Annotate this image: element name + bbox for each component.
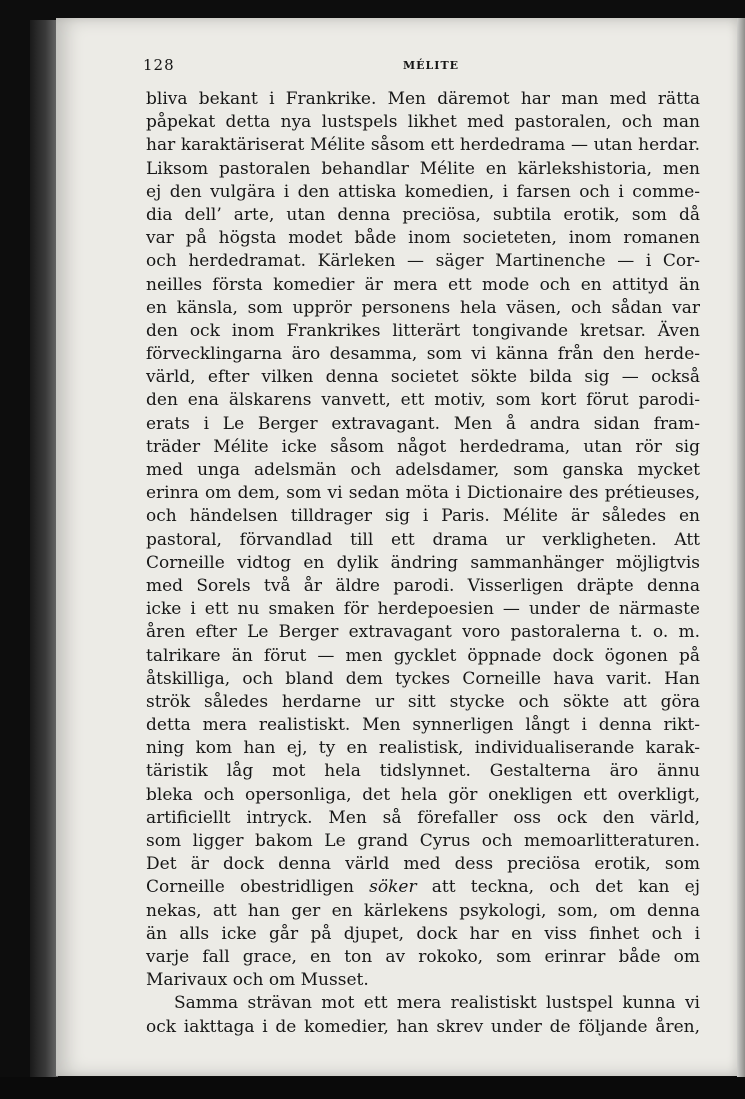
text-segment: Corneille obestridligen [146, 877, 354, 898]
text-line: en känsla, som upprör personens hela väsen, och sådan var [146, 297, 700, 318]
text-line: erats i Le Berger extravagant. Men å andra sidan fram- [146, 413, 700, 434]
body-text [146, 88, 700, 1039]
text-line: var på högsta modet både inom societeten, inom romanen [146, 228, 700, 249]
text-line: har karaktäriserat Mélite såsom ett herdedrama — utan herdar. [146, 135, 700, 156]
text-line: icke i ett nu smaken för herdepoesien — under de närmaste [146, 599, 700, 620]
text-line: detta mera realistiskt. Men synnerligen långt i denna rikt- [146, 715, 700, 736]
text-line: bleka och opersonliga, det hela gör onekligen ett overkligt, [146, 784, 700, 805]
text-line: pastoral, förvandlad till ett drama ur verkligheten. Att [146, 529, 700, 550]
running-head [143, 56, 663, 76]
text-line: som ligger bakom Le grand Cyrus och memoarlitteraturen. [146, 831, 700, 851]
text-line: erinra om dem, som vi sedan möta i Dictionaire des prétieuses, [146, 483, 700, 504]
text-line: Liksom pastoralen behandlar Mélite en kärlekshistoria, men [146, 158, 700, 179]
text-line: varje fall grace, en ton av rokoko, som erinrar både om [146, 946, 700, 967]
text-line: nekas, att han ger en kärlekens psykologi, som, om denna [146, 900, 700, 921]
text-line: ock iakttaga i de komedier, han skrev under de följande åren, [146, 1016, 700, 1037]
text-line: träder Mélite icke såsom något herdedrama, utan rör sig [146, 436, 700, 457]
text-line: strök således herdarne ur sitt stycke och sökte att göra [146, 691, 700, 712]
text-line: åren efter Le Berger extravagant voro pastoralerna t. o. m. [146, 622, 700, 643]
book-binding-edge [30, 20, 58, 1080]
text-line: Marivaux och om Musset. [146, 970, 369, 991]
text-line: neilles första komedier är mera ett mode och en attityd än [146, 274, 700, 295]
page-edge [737, 18, 745, 1078]
text-line: den ena älskarens vanvett, ett motiv, som kort förut parodi- [146, 390, 700, 411]
text-line: ning kom han ej, ty en realistisk, individualiserande karak- [146, 738, 700, 759]
italic-word: söker [369, 877, 417, 898]
text-line: med Sorels två år äldre parodi. Visserligen dräpte denna [146, 575, 700, 596]
text-line: Corneille vidtog en dylik ändring sammanhänger möjligtvis [146, 552, 700, 573]
text-line: artificiellt intryck. Men så förefaller oss ock den värld, [146, 807, 700, 828]
text-line: värld, efter vilken denna societet sökte bilda sig — också [146, 367, 700, 388]
running-title: MÉLITE [403, 59, 460, 72]
text-line-with-italic [146, 876, 700, 899]
text-line: talrikare än förut — men gycklet öppnade dock ögonen på [146, 645, 700, 666]
text-line: dia dell’ arte, utan denna preciösa, subtila erotik, som då [146, 204, 700, 225]
text-line: bliva bekant i Frankrike. Men däremot har man med rätta [146, 89, 700, 109]
text-line: än alls icke går på djupet, dock har en viss finhet och i [146, 923, 700, 944]
text-line: och händelsen tilldrager sig i Paris. Mélite är således en [146, 506, 700, 527]
text-line: med unga adelsmän och adelsdamer, som ganska mycket [146, 460, 700, 480]
text-line: Det är dock denna värld med dess preciösa erotik, som [146, 854, 700, 875]
scan-bottom-shadow [0, 1077, 745, 1099]
text-line: Samma strävan mot ett mera realistiskt lustspel kunna vi [174, 993, 700, 1014]
text-segment: att teckna, och det kan ej [431, 877, 701, 898]
text-line: den ock inom Frankrikes litterärt tongivande kretsar. Även [146, 320, 700, 341]
text-line: åtskilliga, och bland dem tyckes Corneille hava varit. Han [146, 668, 700, 689]
page-number: 128 [143, 56, 175, 74]
text-line: ej den vulgära i den attiska komedien, i farsen och i comme- [146, 181, 700, 202]
text-line: påpekat detta nya lustspels likhet med pastoralen, och man [146, 112, 700, 133]
text-line: och herdedramat. Kärleken — säger Martinenche — i Cor- [146, 251, 700, 272]
text-line: täristik låg mot hela tidslynnet. Gestalterna äro ännu [146, 761, 700, 782]
text-line: förvecklingarna äro desamma, som vi känna från den herde- [146, 344, 700, 365]
